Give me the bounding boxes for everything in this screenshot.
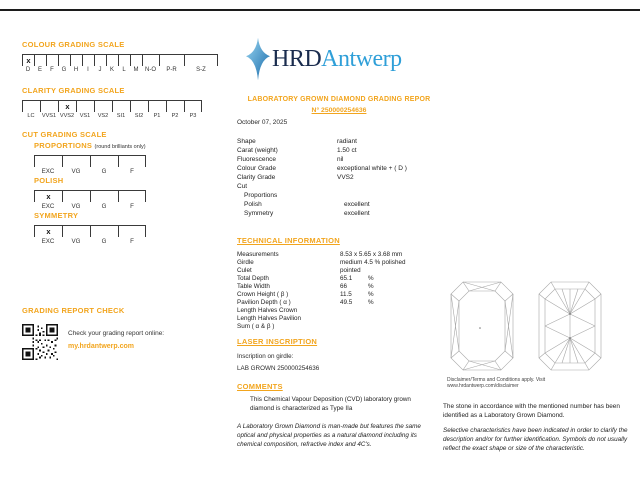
row-value: VVS2	[337, 174, 354, 181]
summary-row	[237, 209, 442, 218]
clarity-scale-labels	[22, 113, 202, 119]
summary-row	[237, 164, 442, 173]
row-label: Girdle	[237, 258, 254, 266]
row-label: Fluorescence	[237, 156, 277, 163]
scale-tick-label: SI1	[116, 113, 126, 119]
row-value: 11.5	[340, 290, 352, 298]
summary-row	[237, 191, 442, 200]
row-label: Pavilion Depth ( α )	[237, 298, 291, 306]
scale-tick-label: VS2	[97, 113, 109, 119]
scale-tick-label: F	[130, 238, 134, 245]
scale-cell	[112, 101, 130, 112]
technical-title: TECHNICAL INFORMATION	[237, 236, 340, 245]
scale-tick-label: G	[101, 238, 107, 245]
summary-section	[237, 137, 442, 218]
scale-tick-label: LC	[27, 113, 35, 119]
scale-cell	[58, 101, 76, 112]
row-label: Measurements	[237, 250, 279, 258]
qr-code-icon	[22, 324, 58, 360]
scale-tick-label: L	[122, 67, 126, 73]
scale-tick-label: M	[133, 67, 139, 73]
scale-cell	[90, 156, 118, 167]
row-label: Clarity Grade	[237, 174, 276, 181]
hrd-antwerp-logo	[246, 36, 402, 82]
scale-tick-label: H	[73, 67, 79, 73]
technical-row	[237, 274, 442, 282]
row-unit: %	[368, 290, 374, 298]
report-check-title: GRADING REPORT CHECK	[22, 306, 125, 315]
four-point-star-icon	[246, 36, 270, 82]
scale-cell	[118, 156, 146, 167]
scale-cell	[118, 55, 130, 66]
scale-tick-label: SI2	[134, 113, 144, 119]
stone-identified-footnote: The stone in accordance with the mentioned number has been identified as a Laboratory Grown Diamond.	[443, 403, 620, 419]
scale-cell	[106, 55, 118, 66]
row-label: Carat (weight)	[237, 147, 278, 154]
row-value: nil	[337, 156, 344, 163]
symmetry-comb	[34, 225, 146, 237]
scale-cell	[58, 55, 70, 66]
scale-tick-label: F	[130, 168, 134, 175]
logo-text-antwerp: Antwerp	[321, 45, 402, 72]
scale-tick-label: N-O	[145, 67, 156, 73]
row-label: Polish	[244, 201, 262, 208]
laser-title: LASER INSCRIPTION	[237, 337, 318, 346]
laser-label: Inscription on girdle:	[237, 353, 294, 360]
row-value: 8.53 x 5.65 x 3.68 mm	[340, 250, 403, 258]
scale-tick-label: G	[101, 168, 107, 175]
row-label: Length Halves Crown	[237, 306, 298, 314]
row-value: 49.5	[340, 298, 353, 306]
selective-characteristics-footnote: Selective characteristics have been indicated in order to clarify the description and/or for further identification. Symbols do not usually reflect the exact shape or size of the characteristic.	[443, 427, 628, 452]
report-number-text: N° 250000254636	[311, 107, 367, 114]
row-label: Sum ( α & β )	[237, 322, 275, 330]
symmetry-scale	[34, 211, 146, 245]
technical-row	[237, 290, 442, 298]
top-border-rule	[0, 9, 640, 11]
row-value: 66	[340, 282, 348, 290]
technical-information-section	[237, 236, 442, 330]
scale-tick-label: K	[109, 67, 114, 73]
grade-mark: x	[26, 55, 31, 65]
comments-title: COMMENTS	[237, 382, 283, 391]
technical-row	[237, 282, 442, 290]
proportions-scale	[34, 141, 146, 175]
grade-mark: x	[46, 226, 51, 236]
logo-text-hrd: HRD	[272, 45, 322, 72]
laser-inscription-section	[237, 337, 319, 372]
scale-tick-label: VS1	[79, 113, 91, 119]
row-label: Shape	[237, 138, 256, 145]
scale-tick-label: P1	[153, 113, 161, 119]
row-value: excellent	[344, 201, 370, 208]
report-title: LABORATORY GROWN DIAMOND GRADING REPOR	[247, 96, 431, 103]
scale-tick-label: G	[101, 203, 107, 210]
scale-tick-label: VG	[71, 238, 81, 245]
row-value: exceptional white + ( D )	[337, 165, 407, 172]
scale-cell	[142, 55, 159, 66]
symmetry-labels	[34, 238, 146, 245]
row-label: Colour Grade	[237, 165, 277, 172]
colour-grading-scale	[22, 40, 218, 73]
scale-tick-label: EXC	[41, 168, 55, 175]
scale-cell	[82, 55, 94, 66]
report-number	[228, 107, 450, 114]
scale-tick-label: G	[61, 67, 67, 73]
technical-row	[237, 250, 442, 258]
colour-scale-labels	[22, 67, 218, 73]
row-value: radiant	[337, 138, 357, 145]
report-date: October 07, 2025	[237, 119, 288, 126]
row-value: excellent	[344, 210, 370, 217]
polish-title: POLISH	[34, 176, 64, 185]
scale-cell	[94, 101, 112, 112]
report-check-text	[68, 324, 164, 350]
proportions-labels	[34, 168, 146, 175]
proportions-comb	[34, 155, 146, 167]
technical-row	[237, 322, 442, 330]
clarity-scale-comb	[22, 100, 202, 112]
scale-cell	[34, 226, 62, 237]
scale-cell	[34, 156, 62, 167]
scale-cell	[22, 101, 40, 112]
row-label: Cut	[237, 183, 248, 190]
row-value: 1.50 ct	[337, 147, 357, 154]
row-label: Culet	[237, 266, 252, 274]
row-value: 65.1	[340, 274, 353, 282]
technical-rows	[237, 250, 442, 330]
grading-report-check	[22, 306, 164, 360]
technical-row	[237, 306, 442, 314]
summary-row	[237, 182, 442, 191]
scale-cell	[34, 191, 62, 202]
scale-cell	[40, 101, 58, 112]
row-label: Total Depth	[237, 274, 269, 282]
scale-cell	[90, 191, 118, 202]
scale-cell	[118, 191, 146, 202]
colour-scale-title: COLOUR GRADING SCALE	[22, 40, 125, 49]
clarity-scale-title: CLARITY GRADING SCALE	[22, 86, 125, 95]
summary-row	[237, 155, 442, 164]
row-unit: %	[368, 282, 374, 290]
row-value: pointed	[340, 266, 361, 274]
scale-cell	[62, 156, 90, 167]
colour-scale-comb	[22, 54, 218, 66]
scale-tick-label: VG	[71, 203, 81, 210]
polish-labels	[34, 203, 146, 210]
scale-tick-label: P3	[189, 113, 197, 119]
diagram-disclaimer-note: Disclaimer/Terms and Conditions apply. Visit www.hrdantwerp.com/disclaimer	[447, 377, 546, 390]
scale-tick-label: E	[37, 67, 42, 73]
clarity-grading-scale	[22, 86, 202, 119]
scale-tick-label: F	[130, 203, 134, 210]
scale-cell	[90, 226, 118, 237]
scale-cell	[70, 55, 82, 66]
scale-tick-label: P-R	[166, 67, 177, 73]
scale-cell	[166, 101, 184, 112]
diamond-pavilion-view-diagram	[538, 281, 602, 371]
scale-cell	[94, 55, 106, 66]
scale-tick-label: VVS2	[59, 113, 75, 119]
row-value: medium 4.5 % polished	[340, 258, 406, 266]
scale-tick-label: P2	[171, 113, 179, 119]
comments-text: This Chemical Vapour Deposition (CVD) laboratory grown diamond is characterized as Type IIa	[250, 396, 411, 412]
grade-mark: x	[46, 191, 51, 201]
scale-cell	[62, 191, 90, 202]
scale-tick-label: I	[87, 67, 89, 73]
scale-cell	[148, 101, 166, 112]
polish-comb	[34, 190, 146, 202]
symmetry-title: SYMMETRY	[34, 211, 79, 220]
scale-cell	[46, 55, 58, 66]
proportions-title-text: PROPORTIONS	[34, 141, 93, 150]
comments-section	[237, 382, 437, 414]
row-label: Crown Height ( β )	[237, 290, 289, 298]
technical-row	[237, 314, 442, 322]
report-check-prompt: Check your grading report online:	[68, 330, 165, 337]
scale-cell	[184, 55, 218, 66]
technical-row	[237, 258, 442, 266]
scale-tick-label: S-Z	[196, 67, 206, 73]
diamond-diagrams	[450, 281, 602, 371]
scale-cell	[118, 226, 146, 237]
technical-row	[237, 266, 442, 274]
scale-tick-label: VVS1	[41, 113, 57, 119]
summary-row	[237, 200, 442, 209]
scale-cell	[184, 101, 202, 112]
laser-value: LAB GROWN 250000254636	[237, 365, 320, 372]
scale-tick-label: VG	[71, 168, 81, 175]
scale-cell	[62, 226, 90, 237]
summary-row	[237, 137, 442, 146]
proportions-title	[34, 141, 146, 150]
summary-row	[237, 173, 442, 182]
scale-tick-label: J	[98, 67, 102, 73]
row-label: Table Width	[237, 282, 270, 290]
lab-grown-footnote: A Laboratory Grown Diamond is man-made but features the same optical and physical properties as a natural diamond including its chemical composition, refractive index and 4C's.	[237, 423, 421, 448]
grade-mark: x	[65, 101, 70, 111]
scale-cell	[76, 101, 94, 112]
scale-cell	[159, 55, 184, 66]
scale-tick-label: D	[25, 67, 31, 73]
row-unit: %	[368, 274, 374, 282]
polish-scale	[34, 176, 146, 210]
diamond-crown-view-diagram	[450, 281, 514, 371]
cut-scale-title: CUT GRADING SCALE	[22, 130, 107, 139]
technical-row	[237, 298, 442, 306]
scale-cell	[34, 55, 46, 66]
row-label: Proportions	[244, 192, 278, 199]
proportions-note: (round brilliants only)	[94, 144, 146, 150]
scale-cell	[130, 101, 148, 112]
scale-cell	[22, 55, 34, 66]
row-unit: %	[368, 298, 374, 306]
row-label: Symmetry	[244, 210, 274, 217]
summary-row	[237, 146, 442, 155]
scale-tick-label: EXC	[41, 203, 55, 210]
scale-cell	[130, 55, 142, 66]
report-check-url-link[interactable]: my.hrdantwerp.com	[68, 343, 134, 350]
scale-tick-label: F	[50, 67, 54, 73]
scale-tick-label: EXC	[41, 238, 55, 245]
row-label: Length Halves Pavilion	[237, 314, 302, 322]
